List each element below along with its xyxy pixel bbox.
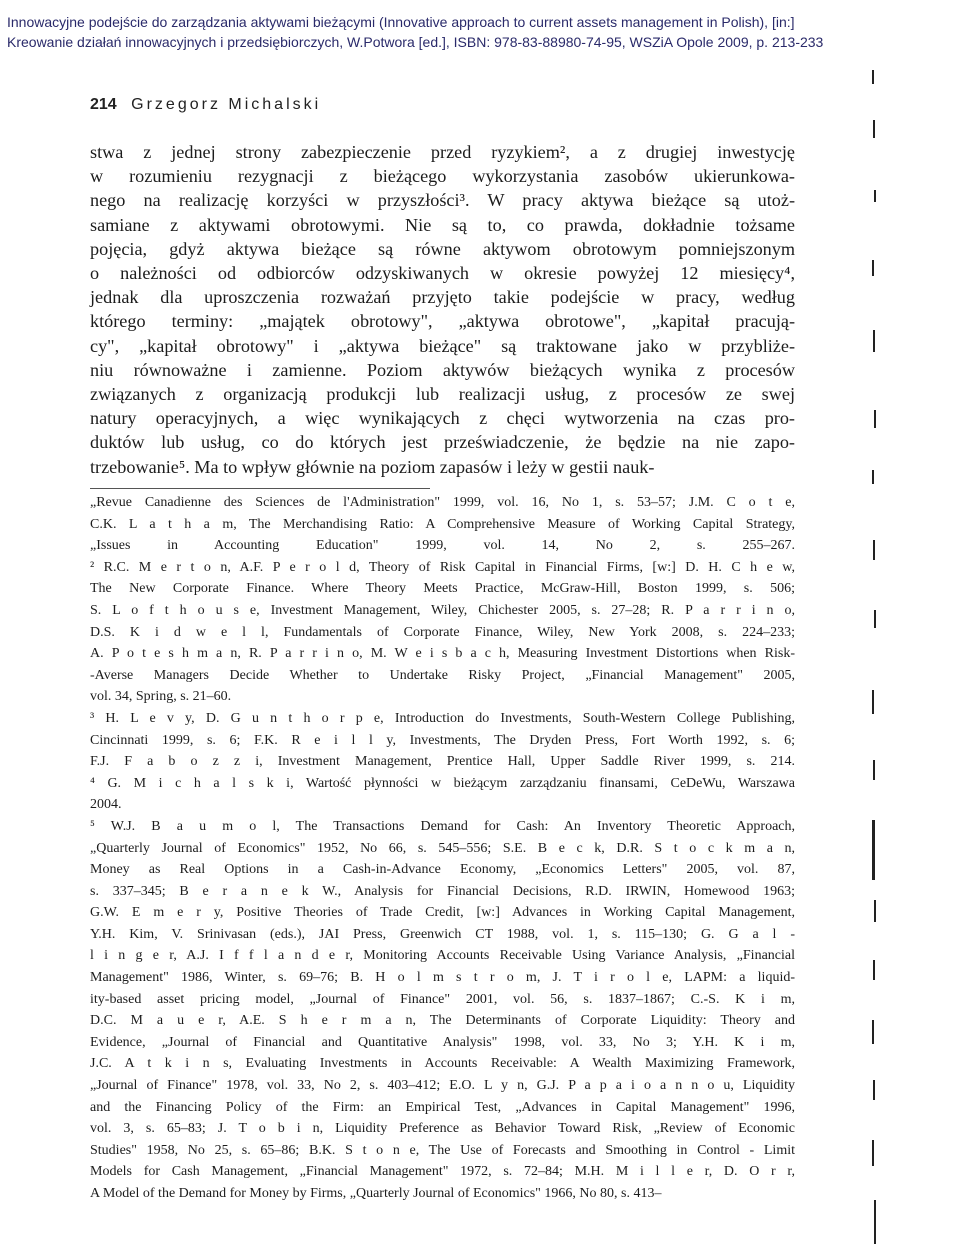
body-text-line[interactable]: samiane z aktywami obrotowymi. Nie są to, co prawda, dokładnie tożsame — [90, 214, 795, 235]
footnote-line[interactable]: S. L o f t h o u s e, Investment Management, Wiley, Chichester 2005, s. 27–28; R. P a r r i n o, — [90, 602, 795, 618]
body-paragraph — [90, 140, 795, 479]
footnote-line[interactable]: A Model of the Demand for Money by Firms, „Quarterly Journal of Economics" 1966, No 80, s. 413– — [90, 1186, 662, 1201]
footnote-line[interactable]: -Averse Managers Decide Whether to Undertake Risky Project, „Financial Management" 2005, — [90, 667, 795, 683]
body-text-line[interactable]: którego terminy: „majątek obrotowy", „aktywa obrotowe", „kapitał pracują- — [90, 311, 795, 332]
footnote-line[interactable]: „Issues in Accounting Education" 1999, vol. 14, No 2, s. 255–267. — [90, 538, 795, 554]
footnote-line[interactable]: ² R.C. M e r t o n, A.F. P e r o l d, Theory of Risk Capital in Financial Firms, [w:] D. H. C h e w, — [90, 559, 795, 575]
footnote-line[interactable]: ity-based asset pricing model, „Journal of Finance" 2001, vol. 56, s. 1837–1867; C.-S. K i m, — [90, 991, 795, 1007]
footnote-line[interactable]: „Journal of Finance" 1978, vol. 33, No 2, s. 403–412; E.O. L y n, G.J. P a p a i o a n n o u, Liquidity — [90, 1078, 795, 1094]
footnote-line[interactable]: ⁴ G. M i c h a l s k i, Wartość płynności w bieżącym zarządzaniu finansami, CeDeWu, Warszawa — [90, 775, 795, 791]
footnote-line[interactable]: s. 337–345; B e r a n e k W., Analysis for Financial Decisions, R.D. IRWIN, Homewood 1963; — [90, 883, 795, 899]
page-number: 214 — [90, 96, 117, 113]
footnote-line[interactable]: ³ H. L e v y, D. G u n t h o r p e, Introduction do Investments, South-Western College Publishing, — [90, 710, 795, 726]
footnote-line[interactable]: „Quarterly Journal of Economics" 1952, No 66, s. 545–556; S.E. B e c k, D.R. S t o c k m a n, — [90, 840, 795, 856]
body-text-line[interactable]: w rozumieniu rezygnacji z bieżącego wykorzystania zasobów ukierunkowa- — [90, 166, 795, 187]
footnote-line[interactable]: vol. 34, Spring, s. 21–60. — [90, 689, 232, 705]
body-text-line[interactable]: nego na realizację korzyści w przyszłości³. W pracy aktywa bieżące są utoż- — [90, 190, 795, 211]
footnote-line[interactable]: „Revue Canadienne des Sciences de l'Administration" 1999, vol. 16, No 1, s. 53–57; J.M. C o t e, — [90, 495, 795, 510]
body-text-line[interactable]: jednak dla uproszczenia rozważań przyjęto takie podejście w pracy, według — [90, 287, 795, 308]
footnotes — [90, 492, 795, 1205]
body-text-line[interactable]: stwa z jednej strony zabezpieczenie przed ryzykiem², a z drugiej inwestycję — [90, 142, 795, 162]
citation-line-1[interactable]: Innowacyjne podejście do zarządzania aktywami bieżącymi (Innovative approach to current assets management in Polish), [in:] — [7, 14, 795, 30]
scan-edge-artifact — [868, 0, 882, 1254]
footnote-line[interactable]: 2004. — [90, 797, 122, 813]
body-text-line[interactable]: niu równoważne i zamienne. Poziom aktywów bieżących wynika z procesów — [90, 359, 795, 380]
body-text-line[interactable]: związanych z organizacją produkcji lub realizacji usług, z procesów ze swej — [90, 384, 795, 405]
body-text-line[interactable]: pojęcia, gdyż aktywa bieżące są równe aktywom obrotowym pomniejszonym — [90, 238, 795, 259]
body-text-line[interactable]: cy", „kapitał obrotowy" i „aktywa bieżące" są traktowane jako w przybliże- — [90, 335, 795, 356]
citation-header — [7, 12, 937, 52]
footnote-line[interactable]: Models for Cash Management, „Financial Management" 1972, s. 72–84; M.H. M i l l e r, D. O r r, — [90, 1164, 795, 1180]
body-text-line[interactable]: duktów lub usług, co do których jest przeświadczenie, że będzie na nie zapo- — [90, 432, 795, 453]
footnote-line[interactable]: and the Financing Policy of the Firm: an Empirical Test, „Advances in Capital Management" 1996, — [90, 1099, 795, 1115]
footnote-line[interactable]: The New Corporate Finance. Where Theory Meets Practice, McGraw-Hill, Boston 1999, s. 506; — [90, 581, 795, 597]
footnote-line[interactable]: Money as Real Options in a Cash-in-Advance Economy, „Economics Letters" 2005, vol. 87, — [90, 862, 795, 878]
footnote-line[interactable]: l i n g e r, A.J. I f f l a n d e r, Monitoring Accounts Receivable Using Variance Analysis, „Financial — [90, 948, 795, 964]
body-text-line[interactable]: o należności od odbiorców odzyskiwanych w okresie powyżej 12 miesięcy⁴, — [90, 263, 795, 284]
footnote-line[interactable]: C.K. L a t h a m, The Merchandising Ratio: A Comprehensive Measure of Working Capital Strategy, — [90, 516, 795, 532]
footnote-line[interactable]: D.S. K i d w e l l, Fundamentals of Corporate Finance, Wiley, New York 2008, s. 224–233; — [90, 624, 795, 640]
running-head — [90, 96, 321, 114]
footnote-line[interactable]: J.C. A t k i n s, Evaluating Investments in Accounts Receivable: A Wealth Maximizing Framework, — [90, 1056, 795, 1072]
body-text-line[interactable]: natury operacyjnych, a więc wynikających z chęci wytworzenia na czas pro- — [90, 408, 795, 429]
citation-line-2[interactable]: Kreowanie działań innowacyjnych i przedsiębiorczych, W.Potwora [ed.], ISBN: 978-83-88980-74-95, WSZiA Opole 2009, p. 213-233 — [7, 34, 824, 50]
footnote-line[interactable]: Cincinnati 1999, s. 6; F.K. R e i l l y, Investments, The Dryden Press, Fort Worth 1992, s. 6; — [90, 732, 795, 748]
body-text-line[interactable]: trzebowanie⁵. Ma to wpływ głównie na poziom zapasów i leży w gestii nauk- — [90, 456, 655, 477]
footnote-line[interactable]: D.C. M a u e r, A.E. S h e r m a n, The Determinants of Corporate Liquidity: Theory and — [90, 1013, 795, 1029]
footnote-line[interactable]: F.J. F a b o z z i, Investment Management, Prentice Hall, Upper Saddle River 1999, s. 214. — [90, 754, 795, 770]
footnote-line[interactable]: Studies" 1958, No 25, s. 65–86; B.K. S t o n e, The Use of Forecasts and Smoothing in Control - Limit — [90, 1142, 795, 1158]
footnote-line[interactable]: Management" 1986, Winter, s. 69–76; B. H o l m s t r o m, J. T i r o l e, LAPM: a liquid- — [90, 970, 795, 986]
footnote-line[interactable]: G.W. E m e r y, Positive Theories of Trade Credit, [w:] Advances in Working Capital Management, — [90, 905, 795, 921]
footnote-line[interactable]: vol. 3, s. 65–83; J. T o b i n, Liquidity Preference as Behavior Toward Risk, „Review of Economic — [90, 1121, 795, 1137]
footnote-line[interactable]: Y.H. Kim, V. Srinivasan (eds.), JAI Press, Greenwich CT 1988, vol. 1, s. 115–130; G. G a l - — [90, 926, 795, 942]
footnote-line[interactable]: A. P o t e s h m a n, R. P a r r i n o, M. W e i s b a c h, Measuring Investment Distortions when Risk- — [90, 646, 795, 662]
footnote-line[interactable]: Evidence, „Journal of Financial and Quantitative Analysis" 1998, vol. 33, No 3; Y.H. K i m, — [90, 1034, 795, 1050]
running-head-author: Grzegorz Michalski — [131, 96, 322, 113]
footnote-line[interactable]: ⁵ W.J. B a u m o l, The Transactions Demand for Cash: An Inventory Theoretic Approach, — [90, 818, 795, 834]
footnote-separator — [90, 488, 430, 489]
